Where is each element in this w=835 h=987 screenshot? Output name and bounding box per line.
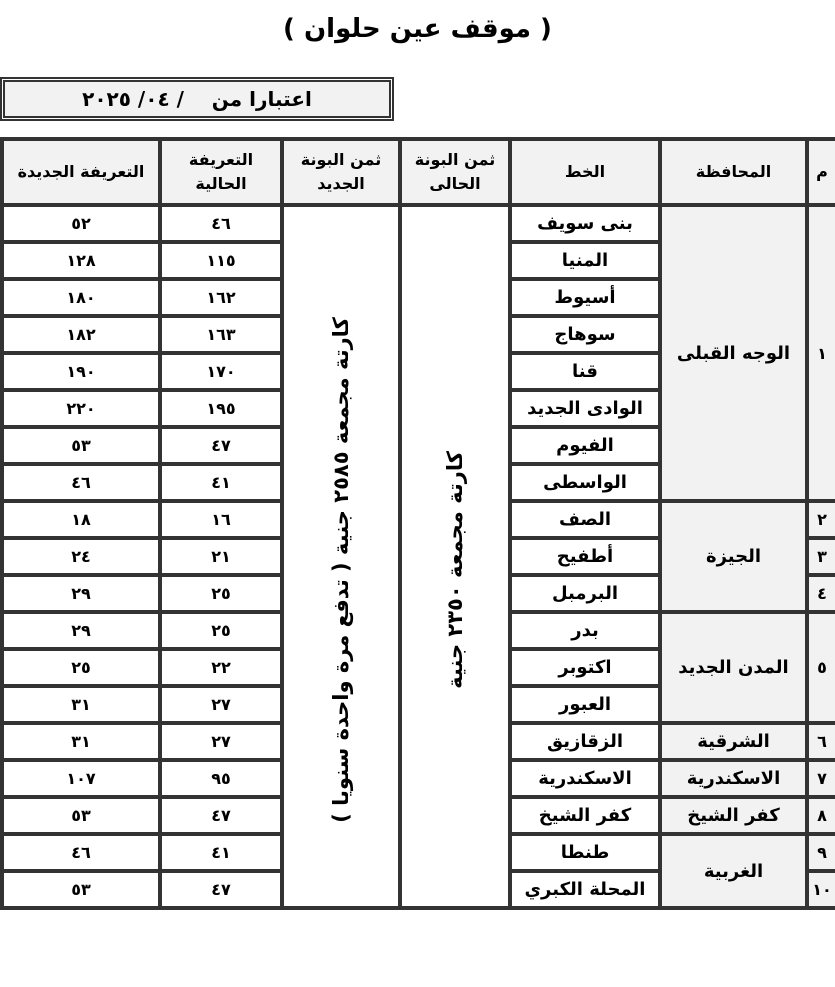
new-coupon-cell [282,205,400,908]
current-tariff-cell: ١٦ [160,501,282,538]
line-cell: المنيا [510,242,660,279]
current-tariff-cell: ٤٦ [160,205,282,242]
line-cell: المحلة الكبري [510,871,660,908]
line-cell: العبور [510,686,660,723]
current-tariff-cell: ٤٧ [160,797,282,834]
new-tariff-cell: ١٢٨ [2,242,160,279]
row-number: ٤ [807,575,835,612]
new-tariff-cell: ٥٣ [2,797,160,834]
line-cell: بدر [510,612,660,649]
line-cell: الاسكندرية [510,760,660,797]
current-coupon-cell [400,205,510,908]
row-number: ١٠ [807,871,835,908]
line-cell: اكتوبر [510,649,660,686]
row-number: ٥ [807,612,835,723]
line-cell: كفر الشيخ [510,797,660,834]
row-number: ١ [807,205,835,501]
governorate-cell: كفر الشيخ [660,797,807,834]
current-tariff-cell: ٤١ [160,464,282,501]
current-tariff-cell: ٢١ [160,538,282,575]
line-cell: الفيوم [510,427,660,464]
row-number: ٩ [807,834,835,871]
row-number: ٧ [807,760,835,797]
governorate-cell: الجيزة [660,501,807,612]
governorate-cell: الغربية [660,834,807,908]
new-tariff-cell: ٢٩ [2,575,160,612]
header-current-coupon-line2: الحالى [429,174,481,193]
line-cell: بنى سويف [510,205,660,242]
new-tariff-cell: ١٨٠ [2,279,160,316]
row-number: ٣ [807,538,835,575]
governorate-cell: الشرقية [660,723,807,760]
current-tariff-cell: ٢٢ [160,649,282,686]
current-tariff-cell: ٢٥ [160,612,282,649]
new-tariff-cell: ٥٣ [2,871,160,908]
current-tariff-cell: ٤١ [160,834,282,871]
row-number: ٢ [807,501,835,538]
line-cell: أطفيح [510,538,660,575]
new-tariff-cell: ٢٥ [2,649,160,686]
line-cell: طنطا [510,834,660,871]
line-cell: البرمبل [510,575,660,612]
header-new-coupon-line1: ثمن البونة [300,150,382,169]
new-tariff-cell: ١٠٧ [2,760,160,797]
new-tariff-cell: ١٩٠ [2,353,160,390]
header-new-coupon [282,139,400,205]
governorate-cell: الوجه القبلى [660,205,807,501]
page-title: ( موقف عين حلوان ) [283,14,552,44]
new-tariff-cell: ١٨٢ [2,316,160,353]
fare-table [0,137,835,910]
new-tariff-cell: ٢٩ [2,612,160,649]
new-tariff-cell: ٥٢ [2,205,160,242]
line-cell: أسيوط [510,279,660,316]
header-current-tariff: التعريفة الحالية [160,139,282,205]
current-tariff-cell: ١٦٢ [160,279,282,316]
line-cell: الوادى الجديد [510,390,660,427]
new-tariff-cell: ٣١ [2,723,160,760]
current-tariff-cell: ١٩٥ [160,390,282,427]
header-current-coupon-line1: ثمن البونة [414,150,496,169]
governorate-cell: الاسكندرية [660,760,807,797]
governorate-cell: المدن الجديد [660,612,807,723]
row-number: ٦ [807,723,835,760]
header-current-coupon [400,139,510,205]
line-cell: قنا [510,353,660,390]
header-governorate: المحافظة [660,139,807,205]
row-number: ٨ [807,797,835,834]
current-tariff-cell: ١٦٣ [160,316,282,353]
table-row [2,205,835,242]
new-tariff-cell: ٥٣ [2,427,160,464]
line-cell: الزقازيق [510,723,660,760]
current-tariff-cell: ٤٧ [160,871,282,908]
current-tariff-cell: ٩٥ [160,760,282,797]
current-tariff-cell: ١٧٠ [160,353,282,390]
current-tariff-cell: ١١٥ [160,242,282,279]
current-tariff-cell: ٢٥ [160,575,282,612]
table-header-row [2,139,835,205]
new-tariff-cell: ٣١ [2,686,160,723]
new-coupon-text: كارتة مجمعة ٢٥٨٥ جنية ( تدفع مرة واحدة سنويا ) [329,317,353,824]
header-new-coupon-line2: الجديد [317,174,365,193]
effective-from-text: اعتبارا من / ٠٤/ ٢٠٢٥ [82,87,312,111]
new-tariff-cell: ٤٦ [2,464,160,501]
current-coupon-text: كارتة مجمعة ٢٣٥٠ جنية [443,451,467,690]
header-new-tariff: التعريفة الجديدة [2,139,160,205]
line-cell: الواسطى [510,464,660,501]
header-num: م [807,139,835,205]
effective-from-box [3,80,391,118]
header-line: الخط [510,139,660,205]
current-tariff-cell: ٤٧ [160,427,282,464]
current-tariff-cell: ٢٧ [160,686,282,723]
line-cell: سوهاج [510,316,660,353]
new-tariff-cell: ١٨ [2,501,160,538]
line-cell: الصف [510,501,660,538]
new-tariff-cell: ٢٢٠ [2,390,160,427]
current-tariff-cell: ٢٧ [160,723,282,760]
new-tariff-cell: ٤٦ [2,834,160,871]
new-tariff-cell: ٢٤ [2,538,160,575]
